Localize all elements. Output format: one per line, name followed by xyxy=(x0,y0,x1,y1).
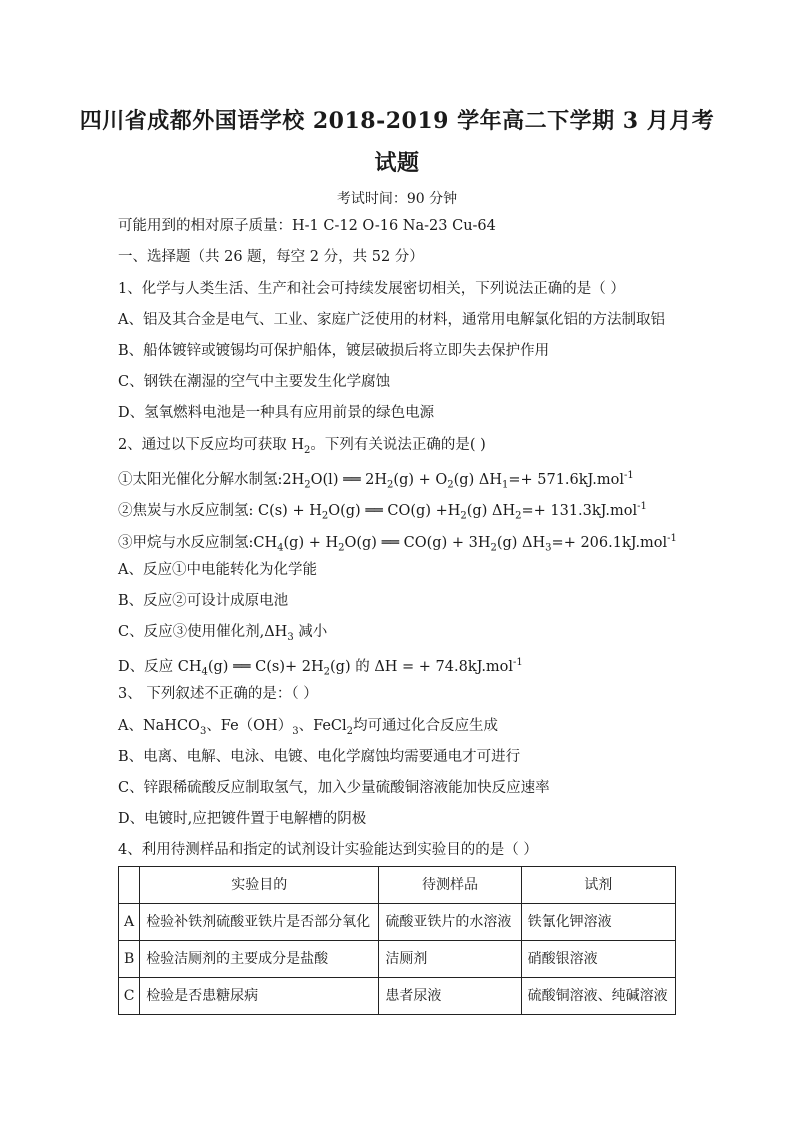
subscript: 2 xyxy=(515,510,522,522)
table-row xyxy=(119,904,676,941)
reaction-text: O(l) ══ 2H xyxy=(310,471,388,488)
option-text: 、Fe（OH） xyxy=(206,718,293,734)
q2-option-a: A、反应①中电能转化为化学能 xyxy=(118,562,317,578)
q1-option-b: B、船体镀锌或镀锡均可保护船体，镀层破损后将立即失去保护作用 xyxy=(118,343,550,359)
subscript: 3 xyxy=(545,542,552,554)
reaction-text: ①太阳光催化分解水制氢:2H xyxy=(118,471,305,488)
q1-option-a: A、铝及其合金是电气、工业、家庭广泛使用的材料，通常用电解氯化铝的方法制取铝 xyxy=(118,312,665,328)
table-header-cell: 实验目的 xyxy=(140,867,379,904)
q2-reaction-2 xyxy=(118,497,647,527)
reaction-text: (g) ΔH xyxy=(466,502,516,519)
table-cell: 洁厕剂 xyxy=(379,941,521,978)
table-cell: 患者尿液 xyxy=(379,978,521,1015)
q3-option-a xyxy=(118,716,498,742)
option-text: A、NaHCO xyxy=(118,718,200,734)
reaction-text: ③甲烷与水反应制氢:CH xyxy=(118,534,278,551)
subscript: 3 xyxy=(287,631,294,643)
superscript: -1 xyxy=(667,533,677,544)
superscript: -1 xyxy=(637,501,647,512)
table-header-cell: 待测样品 xyxy=(379,867,521,904)
reaction-text: O(g) ══ CO(g) + 3H xyxy=(344,534,491,551)
table-row xyxy=(119,978,676,1015)
reaction-text: O(g) ══ CO(g) +H xyxy=(328,502,461,519)
exam-title-line1: 四川省成都外国语学校 2018-2019 学年高二下学期 3 月月考 xyxy=(79,108,715,134)
q2-stem-text: 2、通过以下反应均可获取 H xyxy=(118,437,304,453)
reaction-text: (g) ΔH xyxy=(453,471,502,488)
option-text: 减小 xyxy=(293,624,328,640)
q3-option-d: D、电镀时,应把镀件置于电解槽的阴极 xyxy=(118,811,367,827)
enthalpy-value: =+ 571.6kJ.mol xyxy=(508,471,624,488)
subscript: 2 xyxy=(321,510,329,522)
table-cell: C xyxy=(119,978,140,1015)
q1-stem: 1、化学与人类生活、生产和社会可持续发展密切相关，下列说法正确的是（ ） xyxy=(118,281,625,297)
table-cell: 硫酸亚铁片的水溶液 xyxy=(379,904,521,941)
q2-option-c xyxy=(118,622,327,648)
q4-stem: 4、利用待测样品和指定的试剂设计实验能达到实验目的的是（ ） xyxy=(118,842,538,858)
option-text: 均可通过化合反应生成 xyxy=(353,718,499,734)
q2-stem xyxy=(118,435,486,461)
subscript: 4 xyxy=(277,542,284,554)
exam-title-line2: 试题 xyxy=(374,150,420,176)
reaction-text: (g) + O xyxy=(393,471,448,488)
subscript: 2 xyxy=(460,510,467,522)
option-text: (g) 的 ΔH = + 74.8kJ.mol xyxy=(330,658,514,675)
q2-stem-text: 。下列有关说法正确的是( ) xyxy=(310,437,486,453)
table-header-cell: 试剂 xyxy=(521,867,675,904)
subscript: 2 xyxy=(346,725,354,737)
subscript: 2 xyxy=(447,479,454,491)
table-cell: B xyxy=(119,941,140,978)
q1-option-d: D、氢氧燃料电池是一种具有应用前景的绿色电源 xyxy=(118,405,435,421)
subscript: 2 xyxy=(304,479,311,491)
option-text: (g) ══ C(s)+ 2H xyxy=(207,658,324,675)
q3-stem: 3、 下列叙述不正确的是：（ ） xyxy=(118,686,318,702)
q2-option-d xyxy=(118,653,523,683)
superscript: -1 xyxy=(513,657,523,668)
atomic-masses: 可能用到的相对原子质量：H-1 C-12 O-16 Na-23 Cu-64 xyxy=(118,218,496,234)
q4-table xyxy=(118,866,676,1015)
table-header-row xyxy=(119,867,676,904)
table-row xyxy=(119,941,676,978)
table-cell: 铁氰化钾溶液 xyxy=(521,904,675,941)
subscript: 2 xyxy=(387,479,394,491)
table-header-cell xyxy=(119,867,140,904)
enthalpy-value: =+ 131.3kJ.mol xyxy=(521,502,638,519)
superscript: -1 xyxy=(623,470,634,481)
subscript: 3 xyxy=(199,725,207,737)
subscript: 3 xyxy=(292,725,299,737)
subscript: 4 xyxy=(201,666,208,678)
table-cell: 检验是否患糖尿病 xyxy=(140,978,379,1015)
q3-option-b: B、电离、电解、电泳、电镀、电化学腐蚀均需要通电才可进行 xyxy=(118,749,521,765)
reaction-text: (g) + H xyxy=(283,534,339,551)
subscript: 2 xyxy=(490,542,497,554)
q3-option-c: C、锌跟稀硫酸反应制取氢气，加入少量硫酸铜溶液能加快反应速率 xyxy=(118,780,550,796)
option-text: C、反应③使用催化剂,ΔH xyxy=(118,624,288,640)
subscript: 2 xyxy=(323,666,330,678)
section-heading: 一、选择题（共 26 题，每空 2 分，共 52 分） xyxy=(118,249,424,265)
table-cell: 硝酸银溶液 xyxy=(521,941,675,978)
table-cell: 检验洁厕剂的主要成分是盐酸 xyxy=(140,941,379,978)
reaction-text: ②焦炭与水反应制氢: C(s) + H xyxy=(118,502,322,519)
enthalpy-value: =+ 206.1kJ.mol xyxy=(551,534,668,551)
exam-time: 考试时间：90 分钟 xyxy=(336,191,458,207)
q2-reaction-1 xyxy=(118,466,634,496)
table-cell: 检验补铁剂硫酸亚铁片是否部分氧化 xyxy=(140,904,379,941)
reaction-text: (g) ΔH xyxy=(496,534,546,551)
table-cell: A xyxy=(119,904,140,941)
q2-reaction-3 xyxy=(118,529,677,559)
table-cell: 硫酸铜溶液、纯碱溶液 xyxy=(521,978,675,1015)
q2-option-b: B、反应②可设计成原电池 xyxy=(118,593,289,609)
subscript: 2 xyxy=(303,444,311,456)
q1-option-c: C、钢铁在潮湿的空气中主要发生化学腐蚀 xyxy=(118,374,391,390)
subscript: 1 xyxy=(501,479,509,491)
subscript: 2 xyxy=(338,542,345,554)
option-text: D、反应 CH xyxy=(118,658,202,675)
option-text: 、FeCl xyxy=(298,718,347,734)
